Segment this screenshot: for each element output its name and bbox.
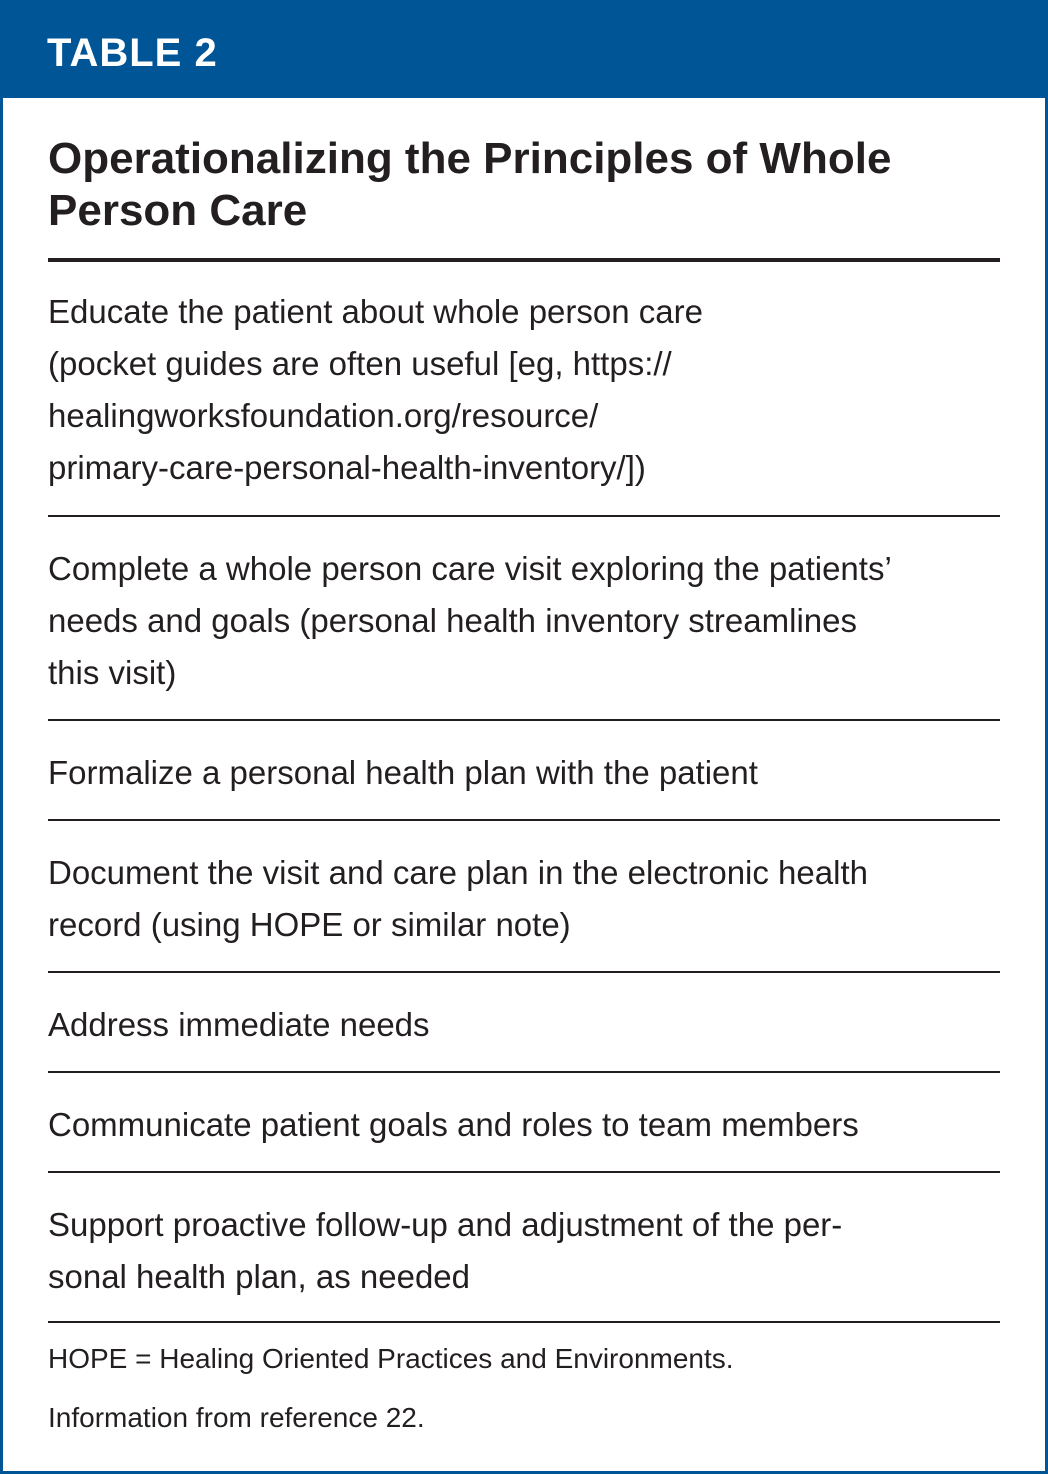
row-divider bbox=[48, 1071, 1000, 1073]
row-line: record (using HOPE or similar note) bbox=[48, 906, 571, 943]
table-row bbox=[48, 1199, 998, 1303]
row-line: needs and goals (personal health inventory streamlines bbox=[48, 602, 857, 639]
title-divider bbox=[48, 258, 1000, 262]
row-line: Formalize a personal health plan with the patient bbox=[48, 754, 758, 791]
row-line: sonal health plan, as needed bbox=[48, 1258, 471, 1295]
row-line: primary-care-personal-health-inventory/]) bbox=[48, 449, 646, 486]
table-row bbox=[48, 1099, 998, 1151]
row-line: Educate the patient about whole person care bbox=[48, 293, 703, 330]
row-divider bbox=[48, 719, 1000, 721]
table-row bbox=[48, 847, 998, 951]
table-title-line: Operationalizing the Principles of Whole bbox=[48, 134, 892, 183]
row-line: (pocket guides are often useful [eg, https:// bbox=[48, 345, 672, 382]
row-line: Complete a whole person care visit exploring the patients’ bbox=[48, 550, 892, 587]
table-title bbox=[48, 133, 948, 237]
row-line: healingworksfoundation.org/resource/ bbox=[48, 397, 599, 434]
row-line: Communicate patient goals and roles to team members bbox=[48, 1106, 859, 1143]
row-divider bbox=[48, 515, 1000, 517]
table-row bbox=[48, 543, 998, 699]
table-row bbox=[48, 286, 998, 494]
table-row bbox=[48, 999, 998, 1051]
row-line: Address immediate needs bbox=[48, 1006, 430, 1043]
row-line: Support proactive follow-up and adjustment of the per- bbox=[48, 1206, 843, 1243]
row-line: this visit) bbox=[48, 654, 177, 691]
abbreviation-footnote: HOPE = Healing Oriented Practices and Environments. bbox=[48, 1343, 734, 1374]
table-title-line: Person Care bbox=[48, 186, 308, 235]
footnote-divider bbox=[48, 1321, 1000, 1323]
table-row bbox=[48, 747, 998, 799]
source-footnote: Information from reference 22. bbox=[48, 1402, 425, 1433]
row-divider bbox=[48, 1171, 1000, 1173]
row-line: Document the visit and care plan in the electronic health bbox=[48, 854, 868, 891]
table-number-label: TABLE 2 bbox=[47, 31, 218, 75]
row-divider bbox=[48, 819, 1000, 821]
row-divider bbox=[48, 971, 1000, 973]
table-header-band bbox=[3, 3, 1045, 98]
